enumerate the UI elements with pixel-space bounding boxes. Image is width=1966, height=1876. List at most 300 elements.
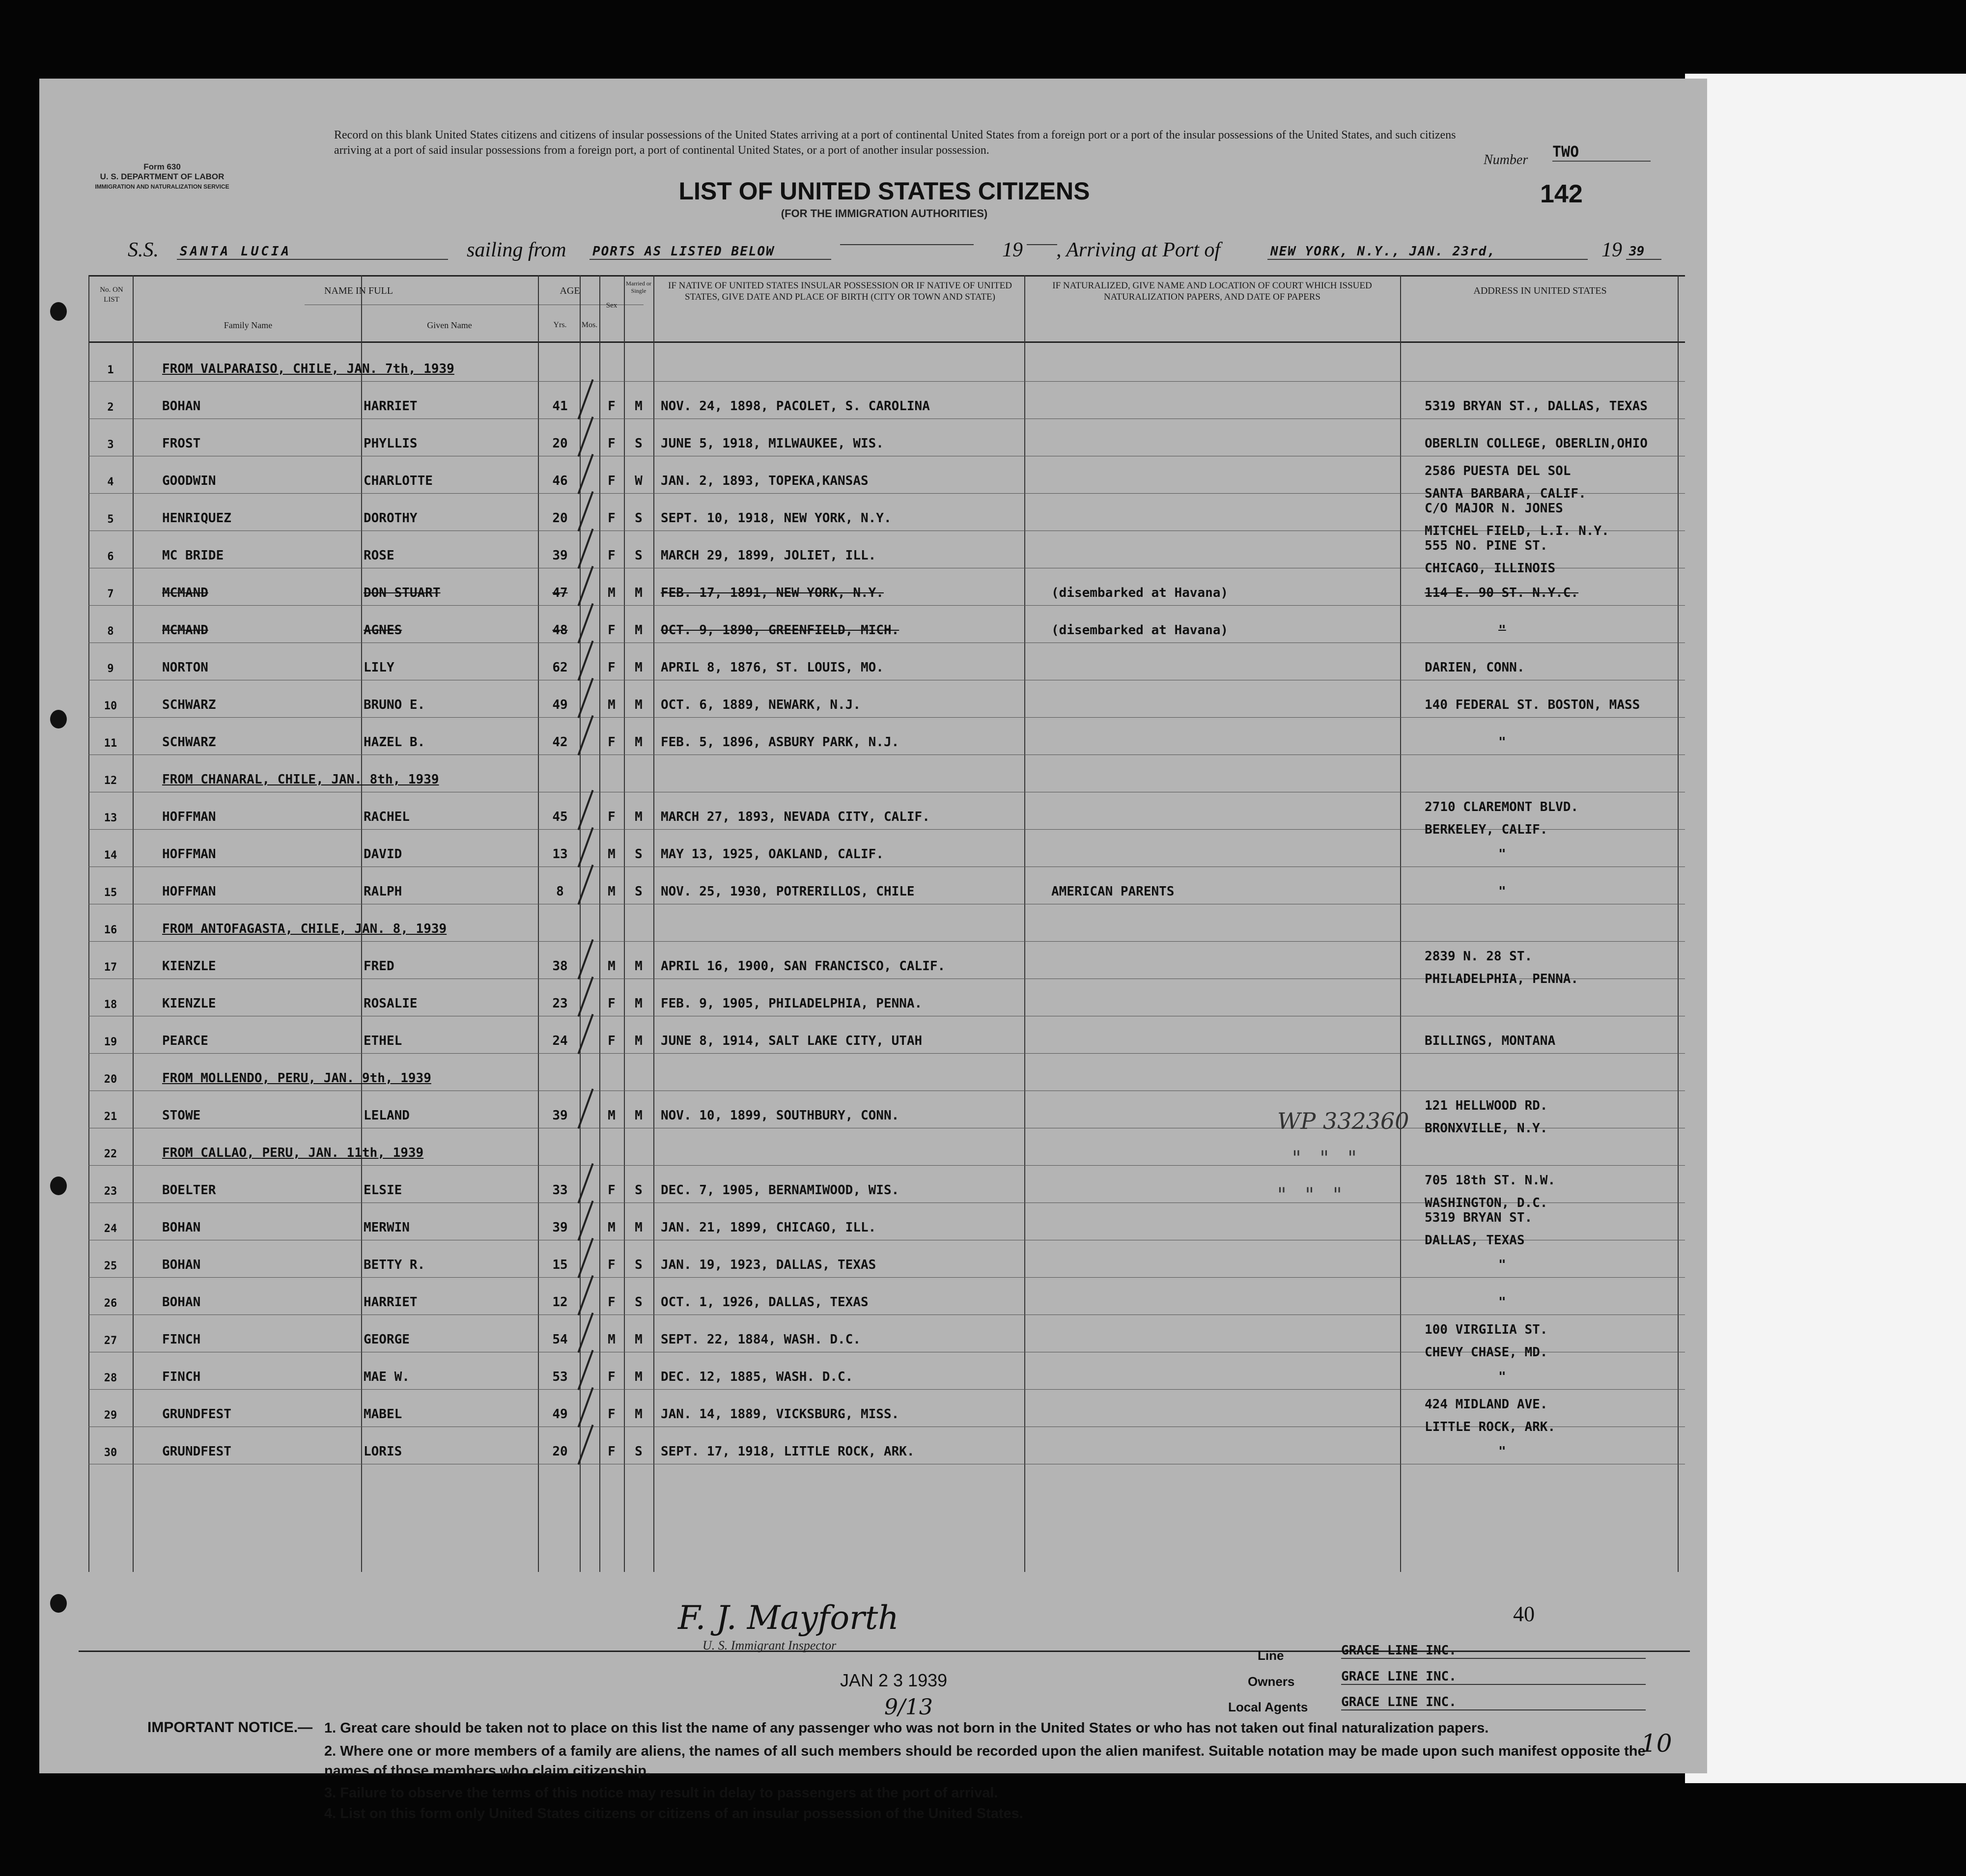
- birth-info: OCT. 1, 1926, DALLAS, TEXAS: [661, 1295, 869, 1310]
- given-name: DAVID: [364, 847, 402, 862]
- col-header-mos: Mos.: [581, 321, 598, 329]
- address-line-2: CHICAGO, ILLINOIS: [1425, 561, 1556, 576]
- birth-info: OCT. 6, 1889, NEWARK, N.J.: [661, 698, 861, 712]
- agents-value: GRACE LINE INC.: [1341, 1695, 1646, 1710]
- birth-info: JAN. 19, 1923, DALLAS, TEXAS: [661, 1258, 876, 1272]
- given-name: CHARLOTTE: [364, 474, 433, 488]
- birth-info: MAY 13, 1925, OAKLAND, CALIF.: [661, 847, 884, 862]
- family-name: BOELTER: [162, 1183, 216, 1198]
- birth-info: SEPT. 17, 1918, LITTLE ROCK, ARK.: [661, 1444, 915, 1459]
- inspector-signature: F. J. Mayforth: [678, 1599, 899, 1637]
- handwritten-ditto-marks: " " ": [1292, 1147, 1357, 1170]
- corner-page-number: 10: [1641, 1729, 1672, 1758]
- marital-status: M: [635, 1407, 643, 1422]
- address-line-2: DALLAS, TEXAS: [1425, 1233, 1525, 1248]
- row-number: 14: [104, 849, 117, 862]
- address-line: ": [1498, 847, 1506, 862]
- age-years: 20: [552, 511, 568, 526]
- address-line: BILLINGS, MONTANA: [1425, 1034, 1556, 1048]
- page-subtitle: (FOR THE IMMIGRATION AUTHORITIES): [781, 207, 988, 220]
- age-years: 42: [552, 735, 568, 750]
- family-name: BOHAN: [162, 1220, 201, 1235]
- tally-slash-mark: [577, 678, 593, 718]
- table-row: [88, 493, 1685, 538]
- tally-slash-mark: [577, 454, 593, 494]
- arrival-port: NEW YORK, N.Y., JAN. 23rd,: [1267, 244, 1588, 260]
- marital-status: S: [635, 548, 643, 563]
- row-number: 6: [107, 551, 114, 563]
- blank-field: [1027, 244, 1057, 245]
- row-number: 13: [104, 812, 117, 824]
- notice-item: 3. Failure to observe the terms of this notice may result in delay to passengers at the port of arrival.: [324, 1785, 998, 1801]
- tally-slash-mark: [577, 977, 593, 1017]
- address-line: DARIEN, CONN.: [1425, 660, 1525, 675]
- address-line-2: BERKELEY, CALIF.: [1425, 822, 1548, 837]
- address-line: OBERLIN COLLEGE, OBERLIN,OHIO: [1425, 436, 1648, 451]
- tally-slash-mark: [577, 603, 593, 644]
- marital-status: M: [635, 996, 643, 1011]
- table-row: [88, 717, 1685, 755]
- age-years: 46: [552, 474, 568, 488]
- service-name: IMMIGRATION AND NATURALIZATION SERVICE: [95, 183, 229, 190]
- sex-cell: F: [608, 1370, 616, 1384]
- col-header-no: No. ON LIST: [100, 286, 123, 304]
- col-header-given-name: Given Name: [427, 320, 472, 330]
- given-name: ETHEL: [364, 1034, 402, 1048]
- given-name: FRED: [364, 959, 394, 974]
- sex-cell: F: [608, 1034, 616, 1048]
- birth-info: NOV. 10, 1899, SOUTHBURY, CONN.: [661, 1108, 899, 1123]
- marital-status: M: [635, 810, 643, 824]
- row-number: 12: [104, 775, 117, 787]
- row-number: 10: [104, 700, 117, 712]
- marital-status: S: [635, 1295, 643, 1310]
- marital-status: M: [635, 660, 643, 675]
- row-number: 27: [104, 1335, 117, 1347]
- table-row: [88, 1352, 1685, 1389]
- sex-cell: M: [608, 959, 616, 974]
- birth-info: APRIL 16, 1900, SAN FRANCISCO, CALIF.: [661, 959, 946, 974]
- address-line: 424 MIDLAND AVE.: [1425, 1397, 1548, 1412]
- sex-cell: F: [608, 660, 616, 675]
- given-name: DON STUART: [364, 586, 441, 600]
- family-name: BOHAN: [162, 1295, 201, 1310]
- naturalization-info: (disembarked at Havana): [1051, 623, 1229, 638]
- section-heading: FROM MOLLENDO, PERU, JAN. 9th, 1939: [162, 1071, 431, 1086]
- manifest-sheet: [39, 79, 1707, 1821]
- given-name: AGNES: [364, 623, 402, 638]
- given-name: HARRIET: [364, 399, 418, 414]
- given-name: HARRIET: [364, 1295, 418, 1310]
- table-row: [88, 1203, 1685, 1248]
- notice-item: 2. Where one or more members of a family are aliens, the names of all such members should be recorded upon the alien manifest. Suitable notation may be made upon such manifest opposite the names of those members who claim citizenship.: [324, 1743, 1646, 1779]
- given-name: ELSIE: [364, 1183, 402, 1198]
- address-line: 2586 PUESTA DEL SOL: [1425, 464, 1571, 478]
- tally-slash-mark: [577, 1425, 593, 1465]
- address-line: ": [1498, 623, 1506, 638]
- arriving-label: , Arriving at Port of: [1056, 239, 1221, 261]
- tally-slash-mark: [577, 1387, 593, 1428]
- age-years: 12: [552, 1295, 568, 1310]
- address-line-2: PHILADELPHIA, PENNA.: [1425, 972, 1579, 986]
- row-number: 16: [104, 924, 117, 936]
- age-years: 38: [552, 959, 568, 974]
- family-name: MCMAND: [162, 623, 208, 638]
- given-name: BETTY R.: [364, 1258, 425, 1272]
- given-name: MAE W.: [364, 1370, 410, 1384]
- table-row: [88, 680, 1685, 717]
- tally-slash-mark: [577, 1350, 593, 1390]
- arrival-year-suffix: 39: [1626, 244, 1661, 260]
- row-number: 21: [104, 1111, 117, 1123]
- marital-status: M: [635, 735, 643, 750]
- row-number: 8: [107, 625, 114, 638]
- tally-slash-mark: [577, 790, 593, 830]
- family-name: MC BRIDE: [162, 548, 224, 563]
- age-years: 20: [552, 1444, 568, 1459]
- age-years: 48: [552, 623, 568, 638]
- address-line: ": [1498, 735, 1506, 750]
- address-line: ": [1498, 1370, 1506, 1384]
- arrival-year-prefix: 19: [1601, 239, 1622, 261]
- sex-cell: F: [608, 623, 616, 638]
- age-years: 20: [552, 436, 568, 451]
- row-number: 4: [107, 476, 114, 488]
- family-name: KIENZLE: [162, 959, 216, 974]
- number-value: TWO: [1552, 143, 1651, 162]
- naturalization-info: (disembarked at Havana): [1051, 586, 1229, 600]
- sex-cell: F: [608, 1407, 616, 1422]
- address-line-2: WASHINGTON, D.C.: [1425, 1196, 1548, 1210]
- age-years: 62: [552, 660, 568, 675]
- sex-cell: M: [608, 884, 616, 899]
- table-row: [88, 381, 1685, 419]
- family-name: HOFFMAN: [162, 847, 216, 862]
- birth-info: SEPT. 22, 1884, WASH. D.C.: [661, 1332, 861, 1347]
- age-years: 15: [552, 1258, 568, 1272]
- sex-cell: F: [608, 996, 616, 1011]
- address-line-2: MITCHEL FIELD, L.I. N.Y.: [1425, 524, 1609, 538]
- address-line: 2839 N. 28 ST.: [1425, 949, 1533, 964]
- marital-status: S: [635, 847, 643, 862]
- birth-info: NOV. 24, 1898, PACOLET, S. CAROLINA: [661, 399, 930, 414]
- family-name: KIENZLE: [162, 996, 216, 1011]
- ss-label: S.S.: [128, 239, 159, 261]
- family-name: FINCH: [162, 1332, 201, 1347]
- row-number: 30: [104, 1447, 117, 1459]
- table-row: [88, 531, 1685, 576]
- birth-info: FEB. 17, 1891, NEW YORK, N.Y.: [661, 586, 884, 600]
- departure-port: PORTS AS LISTED BELOW: [590, 244, 831, 260]
- section-heading: FROM CHANARAL, CHILE, JAN. 8th, 1939: [162, 772, 439, 787]
- header-notice: Record on this blank United States citizens and citizens of insular possessions of the United States arriving at a port of continental United States from a foreign port or a port of the insular possessions of the United States, and such citizens arriving at a port of said insular possessions from a foreign port, a port of continental United States, or a port of another insular possession.: [334, 129, 1456, 157]
- notice-heading: IMPORTANT NOTICE.—: [147, 1719, 313, 1736]
- handwritten-certificate-number: WP 332360: [1277, 1108, 1409, 1134]
- number-label: Number: [1484, 152, 1528, 168]
- col-header-name-in-full: NAME IN FULL: [324, 285, 393, 296]
- sex-cell: M: [608, 1108, 616, 1123]
- section-heading: FROM VALPARAISO, CHILE, JAN. 7th, 1939: [162, 362, 454, 376]
- tally-slash-mark: [577, 1014, 593, 1054]
- age-years: 47: [552, 586, 568, 600]
- marital-status: M: [635, 1220, 643, 1235]
- passenger-count: 40: [1513, 1602, 1535, 1626]
- blank-field: [840, 244, 974, 245]
- tally-slash-mark: [577, 566, 593, 606]
- birth-info: JUNE 8, 1914, SALT LAKE CITY, UTAH: [661, 1034, 923, 1048]
- punch-hole-icon: [50, 710, 67, 728]
- white-margin-strip: [1685, 74, 1966, 1783]
- row-number: 19: [104, 1036, 117, 1048]
- row-number: 1: [107, 364, 114, 376]
- col-header-family-name: Family Name: [224, 320, 273, 330]
- col-header-address: ADDRESS IN UNITED STATES: [1473, 285, 1607, 296]
- sex-cell: M: [608, 1220, 616, 1235]
- tally-slash-mark: [577, 1163, 593, 1204]
- sex-cell: F: [608, 1444, 616, 1459]
- agents-label: Local Agents: [1228, 1700, 1308, 1714]
- row-number: 11: [104, 737, 117, 750]
- address-line: 5319 BRYAN ST.: [1425, 1210, 1533, 1225]
- notice-item: 4. List on this form only United States citizens or citizens of an insular possession of the United States.: [324, 1806, 1023, 1821]
- col-header-married: Married or Single: [626, 280, 651, 294]
- table-row: [88, 941, 1685, 986]
- section-row: [88, 344, 1685, 381]
- form-number: Form 630: [143, 162, 181, 171]
- punch-hole-icon: [50, 1176, 67, 1195]
- table-row: [88, 829, 1685, 867]
- punch-hole-icon: [50, 302, 67, 321]
- marital-status: S: [635, 511, 643, 526]
- page-title: LIST OF UNITED STATES CITIZENS: [678, 177, 1090, 205]
- given-name: GEORGE: [364, 1332, 410, 1347]
- address-line: 140 FEDERAL ST. BOSTON, MASS: [1425, 698, 1640, 712]
- row-number: 9: [107, 663, 114, 675]
- age-years: 8: [556, 884, 564, 899]
- row-number: 18: [104, 999, 117, 1011]
- family-name: HOFFMAN: [162, 884, 216, 899]
- table-row: [88, 867, 1685, 904]
- table-row: [88, 568, 1685, 605]
- marital-status: M: [635, 1332, 643, 1347]
- inspector-label: U. S. Immigrant Inspector: [702, 1638, 837, 1652]
- marital-status: M: [635, 399, 643, 414]
- address-line: 555 NO. PINE ST.: [1425, 538, 1548, 553]
- year-prefix: 19: [1002, 239, 1023, 261]
- address-line: 121 HELLWOOD RD.: [1425, 1098, 1548, 1113]
- given-name: MABEL: [364, 1407, 402, 1422]
- given-name: RACHEL: [364, 810, 410, 824]
- address-line: 705 18th ST. N.W.: [1425, 1173, 1556, 1188]
- tally-slash-mark: [577, 1201, 593, 1241]
- col-header-birth: IF NATIVE OF UNITED STATES INSULAR POSSESSION OR IF NATIVE OF UNITED STATES, GIVE DATE AND PLACE OF BIRTH (CITY OR TOWN AND STATE): [668, 280, 1012, 302]
- family-name: NORTON: [162, 660, 208, 675]
- tally-slash-mark: [577, 491, 593, 532]
- table-row: [88, 979, 1685, 1016]
- family-name: SCHWARZ: [162, 698, 216, 712]
- naturalization-info: AMERICAN PARENTS: [1051, 884, 1175, 899]
- row-number: 24: [104, 1223, 117, 1235]
- department-name: U. S. DEPARTMENT OF LABOR: [100, 172, 225, 181]
- address-line: ": [1498, 1295, 1506, 1310]
- marital-status: S: [635, 436, 643, 451]
- punch-hole-icon: [50, 1594, 67, 1613]
- sex-cell: F: [608, 399, 616, 414]
- table-row: [88, 605, 1685, 643]
- row-number: 26: [104, 1297, 117, 1310]
- family-name: PEARCE: [162, 1034, 208, 1048]
- tally-slash-mark: [577, 715, 593, 756]
- date-stamp: JAN 2 3 1939: [840, 1670, 948, 1690]
- given-name: MERWIN: [364, 1220, 410, 1235]
- sailing-label: sailing from: [467, 239, 566, 261]
- handwritten-date-note: 9/13: [884, 1695, 933, 1720]
- section-heading: FROM CALLAO, PERU, JAN. 11th, 1939: [162, 1146, 424, 1160]
- given-name: BRUNO E.: [364, 698, 425, 712]
- sex-cell: F: [608, 511, 616, 526]
- address-line: 2710 CLAREMONT BLVD.: [1425, 800, 1579, 814]
- sex-cell: F: [608, 436, 616, 451]
- row-number: 29: [104, 1409, 117, 1422]
- row-number: 28: [104, 1372, 117, 1384]
- marital-status: S: [635, 1183, 643, 1198]
- table-row: [88, 419, 1685, 456]
- family-name: GOODWIN: [162, 474, 216, 488]
- marital-status: M: [635, 586, 643, 600]
- birth-info: MARCH 29, 1899, JOLIET, ILL.: [661, 548, 876, 563]
- row-number: 25: [104, 1260, 117, 1272]
- address-line: 100 VIRGILIA ST.: [1425, 1322, 1548, 1337]
- sex-cell: F: [608, 810, 616, 824]
- family-name: HOFFMAN: [162, 810, 216, 824]
- birth-info: DEC. 7, 1905, BERNAMIWOOD, WIS.: [661, 1183, 899, 1198]
- marital-status: M: [635, 1108, 643, 1123]
- birth-info: NOV. 25, 1930, POTRERILLOS, CHILE: [661, 884, 915, 899]
- marital-status: M: [635, 959, 643, 974]
- table-row: [88, 1315, 1685, 1360]
- marital-status: S: [635, 884, 643, 899]
- sex-cell: M: [608, 586, 616, 600]
- table-row: [88, 1427, 1685, 1464]
- address-line-2: SANTA BARBARA, CALIF.: [1425, 486, 1586, 501]
- family-name: GRUNDFEST: [162, 1444, 231, 1459]
- given-name: LORIS: [364, 1444, 402, 1459]
- marital-status: M: [635, 1370, 643, 1384]
- birth-info: FEB. 9, 1905, PHILADELPHIA, PENNA.: [661, 996, 923, 1011]
- row-number: 23: [104, 1185, 117, 1198]
- birth-info: JAN. 2, 1893, TOPEKA,KANSAS: [661, 474, 869, 488]
- table-row: [88, 1016, 1685, 1053]
- col-header-sex: Sex: [606, 302, 618, 309]
- age-years: 39: [552, 1108, 568, 1123]
- family-name: FINCH: [162, 1370, 201, 1384]
- age-years: 39: [552, 548, 568, 563]
- row-number: 17: [104, 961, 117, 974]
- birth-info: JUNE 5, 1918, MILWAUKEE, WIS.: [661, 436, 884, 451]
- age-years: 39: [552, 1220, 568, 1235]
- col-header-age: AGE: [560, 285, 580, 296]
- section-row: [88, 1053, 1685, 1091]
- address-line-2: CHEVY CHASE, MD.: [1425, 1345, 1548, 1360]
- family-name: BOHAN: [162, 1258, 201, 1272]
- notice-item: 1. Great care should be taken not to place on this list the name of any passenger who was not born in the United States or who has not taken out final naturalization papers.: [324, 1720, 1489, 1736]
- given-name: RALPH: [364, 884, 402, 899]
- age-years: 33: [552, 1183, 568, 1198]
- tally-slash-mark: [577, 379, 593, 420]
- age-years: 49: [552, 698, 568, 712]
- tally-slash-mark: [577, 417, 593, 457]
- sex-cell: M: [608, 1332, 616, 1347]
- marital-status: M: [635, 623, 643, 638]
- tally-slash-mark: [577, 1238, 593, 1278]
- age-years: 13: [552, 847, 568, 862]
- birth-info: MARCH 27, 1893, NEVADA CITY, CALIF.: [661, 810, 930, 824]
- age-years: 24: [552, 1034, 568, 1048]
- sheet-number: 142: [1540, 180, 1583, 208]
- table-row: [88, 1389, 1685, 1434]
- tally-slash-mark: [577, 939, 593, 980]
- table-row: [88, 1165, 1685, 1210]
- owners-label: Owners: [1248, 1674, 1295, 1689]
- line-value: GRACE LINE INC.: [1341, 1643, 1646, 1659]
- tally-slash-mark: [577, 865, 593, 905]
- col-header-yrs: Yrs.: [553, 321, 567, 329]
- sex-cell: F: [608, 1183, 616, 1198]
- family-name: MCMAND: [162, 586, 208, 600]
- section-row: [88, 1128, 1685, 1165]
- family-name: SCHWARZ: [162, 735, 216, 750]
- table-row: [88, 1091, 1685, 1136]
- family-name: GRUNDFEST: [162, 1407, 231, 1422]
- family-name: BOHAN: [162, 399, 201, 414]
- owners-value: GRACE LINE INC.: [1341, 1669, 1646, 1685]
- table-row: [88, 1277, 1685, 1315]
- passenger-table: [88, 275, 1685, 1572]
- table-row: [88, 456, 1685, 501]
- family-name: HENRIQUEZ: [162, 511, 231, 526]
- given-name: ROSE: [364, 548, 394, 563]
- given-name: HAZEL B.: [364, 735, 425, 750]
- marital-status: M: [635, 698, 643, 712]
- address-line: ": [1498, 884, 1506, 899]
- address-line-2: LITTLE ROCK, ARK.: [1425, 1420, 1556, 1434]
- birth-info: OCT. 9, 1890, GREENFIELD, MICH.: [661, 623, 899, 638]
- sex-cell: F: [608, 548, 616, 563]
- row-number: 7: [107, 588, 114, 600]
- given-name: DOROTHY: [364, 511, 418, 526]
- family-name: STOWE: [162, 1108, 201, 1123]
- section-row: [88, 755, 1685, 792]
- section-heading: FROM ANTOFAGASTA, CHILE, JAN. 8, 1939: [162, 922, 447, 936]
- row-number: 22: [104, 1148, 117, 1160]
- family-name: FROST: [162, 436, 201, 451]
- address-line: C/O MAJOR N. JONES: [1425, 501, 1563, 516]
- age-years: 53: [552, 1370, 568, 1384]
- birth-info: APRIL 8, 1876, ST. LOUIS, MO.: [661, 660, 884, 675]
- row-number: 15: [104, 887, 117, 899]
- birth-info: FEB. 5, 1896, ASBURY PARK, N.J.: [661, 735, 899, 750]
- voyage-line: [128, 238, 1680, 268]
- birth-info: JAN. 21, 1899, CHICAGO, ILL.: [661, 1220, 876, 1235]
- sex-cell: F: [608, 474, 616, 488]
- address-line: ": [1498, 1258, 1506, 1272]
- table-row: [88, 643, 1685, 680]
- tally-slash-mark: [577, 1089, 593, 1129]
- ship-name: SANTA LUCIA: [177, 244, 448, 260]
- age-years: 41: [552, 399, 568, 414]
- sex-cell: F: [608, 735, 616, 750]
- handwritten-ditto-marks: " " ": [1277, 1184, 1342, 1206]
